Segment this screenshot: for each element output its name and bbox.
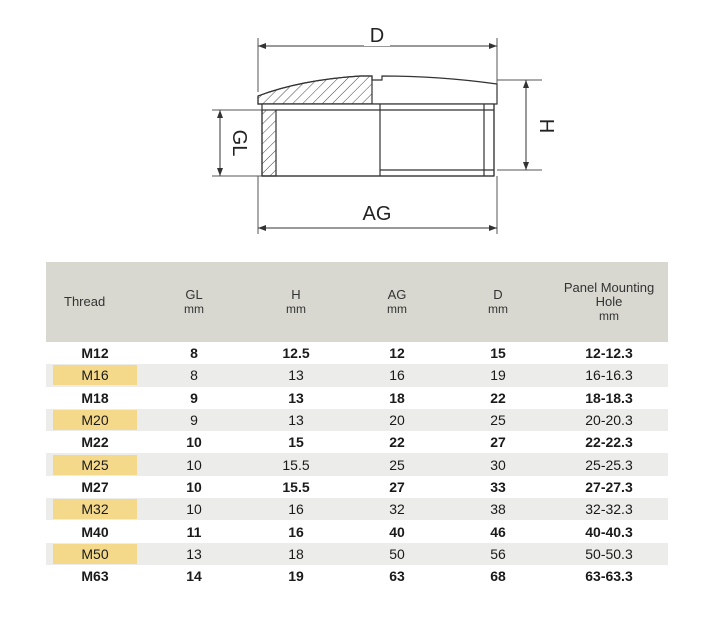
value-cell: 27 — [348, 476, 446, 498]
header-h — [244, 262, 348, 342]
header-unit: mm — [184, 302, 204, 316]
value-cell: 16 — [348, 364, 446, 386]
thread-cell — [46, 565, 144, 587]
value-cell: 30 — [446, 453, 550, 475]
value-cell: 22-22.3 — [550, 431, 668, 453]
thread-value: M25 — [53, 455, 137, 475]
thread-value: M50 — [53, 544, 137, 564]
thread-cell — [46, 387, 144, 409]
header-label: Thread — [64, 294, 106, 309]
value-cell: 16-16.3 — [550, 364, 668, 386]
thread-cell — [46, 431, 144, 453]
table-row — [46, 565, 668, 587]
thread-cell — [46, 543, 144, 565]
thread-value: M12 — [81, 345, 109, 362]
value-cell: 27 — [446, 431, 550, 453]
header-label: AG — [387, 287, 407, 302]
table-row — [46, 387, 668, 409]
value-cell: 12-12.3 — [550, 342, 668, 364]
value-cell: 8 — [144, 342, 244, 364]
dimension-h-label: H — [535, 118, 557, 134]
thread-value: M22 — [81, 434, 109, 451]
value-cell: 50-50.3 — [550, 543, 668, 565]
thread-cell — [46, 498, 144, 520]
header-unit: mm — [488, 302, 508, 316]
value-cell: 10 — [144, 453, 244, 475]
value-cell: 68 — [446, 565, 550, 587]
header-d — [446, 262, 550, 342]
dimension-gl-label: GL — [228, 129, 250, 157]
technical-drawing — [0, 0, 716, 250]
thread-value: M32 — [53, 499, 137, 519]
value-cell: 38 — [446, 498, 550, 520]
value-cell: 40-40.3 — [550, 520, 668, 542]
dimension-gl — [212, 110, 262, 176]
value-cell: 10 — [144, 476, 244, 498]
header-label: GL — [185, 287, 203, 302]
value-cell: 27-27.3 — [550, 476, 668, 498]
value-cell: 32 — [348, 498, 446, 520]
header-label: D — [493, 287, 503, 302]
header-unit: mm — [599, 309, 619, 323]
thread-value: M20 — [53, 410, 137, 430]
table-header-row — [46, 262, 668, 342]
value-cell: 15 — [244, 431, 348, 453]
table-row — [46, 342, 668, 364]
value-cell: 16 — [244, 498, 348, 520]
table-row — [46, 498, 668, 520]
value-cell: 25 — [348, 453, 446, 475]
header-label: H — [291, 287, 301, 302]
value-cell: 20-20.3 — [550, 409, 668, 431]
table-row — [46, 364, 668, 386]
thread-value: M40 — [81, 523, 109, 540]
dimension-ag — [258, 176, 497, 234]
table-row — [46, 431, 668, 453]
value-cell: 16 — [244, 520, 348, 542]
table-row — [46, 409, 668, 431]
value-cell: 10 — [144, 431, 244, 453]
value-cell: 22 — [348, 431, 446, 453]
value-cell: 13 — [144, 543, 244, 565]
value-cell: 11 — [144, 520, 244, 542]
value-cell: 33 — [446, 476, 550, 498]
value-cell: 15.5 — [244, 453, 348, 475]
value-cell: 25-25.3 — [550, 453, 668, 475]
value-cell: 13 — [244, 409, 348, 431]
dimension-d-label: D — [369, 25, 385, 47]
thread-cell — [46, 520, 144, 542]
value-cell: 15 — [446, 342, 550, 364]
dimension-ag-label: AG — [362, 203, 392, 225]
value-cell: 18-18.3 — [550, 387, 668, 409]
value-cell: 15.5 — [244, 476, 348, 498]
thread-cell — [46, 342, 144, 364]
value-cell: 18 — [244, 543, 348, 565]
thread-cell — [46, 476, 144, 498]
thread-cell — [46, 364, 144, 386]
value-cell: 13 — [244, 364, 348, 386]
header-ag — [348, 262, 446, 342]
table-row — [46, 543, 668, 565]
value-cell: 22 — [446, 387, 550, 409]
thread-value: M16 — [53, 365, 137, 385]
table-row — [46, 476, 668, 498]
header-thread — [46, 262, 144, 342]
value-cell: 25 — [446, 409, 550, 431]
value-cell: 9 — [144, 409, 244, 431]
thread-value: M27 — [81, 478, 109, 495]
plug-cross-section — [258, 76, 497, 176]
value-cell: 19 — [244, 565, 348, 587]
dimension-h — [497, 80, 557, 170]
value-cell: 19 — [446, 364, 550, 386]
value-cell: 32-32.3 — [550, 498, 668, 520]
value-cell: 8 — [144, 364, 244, 386]
header-label: Panel Mounting Hole — [563, 280, 655, 309]
table-row — [46, 520, 668, 542]
value-cell: 13 — [244, 387, 348, 409]
header-panel-hole — [550, 262, 668, 342]
value-cell: 10 — [144, 498, 244, 520]
value-cell: 14 — [144, 565, 244, 587]
value-cell: 20 — [348, 409, 446, 431]
header-gl — [144, 262, 244, 342]
value-cell: 50 — [348, 543, 446, 565]
value-cell: 40 — [348, 520, 446, 542]
value-cell: 12 — [348, 342, 446, 364]
table-row — [46, 453, 668, 475]
spec-table — [46, 262, 668, 587]
thread-cell — [46, 409, 144, 431]
value-cell: 12.5 — [244, 342, 348, 364]
thread-value: M63 — [81, 568, 109, 585]
header-unit: mm — [286, 302, 306, 316]
value-cell: 46 — [446, 520, 550, 542]
value-cell: 63-63.3 — [550, 565, 668, 587]
value-cell: 63 — [348, 565, 446, 587]
thread-value: M18 — [81, 389, 109, 406]
value-cell: 18 — [348, 387, 446, 409]
value-cell: 9 — [144, 387, 244, 409]
value-cell: 56 — [446, 543, 550, 565]
header-unit: mm — [387, 302, 407, 316]
thread-cell — [46, 453, 144, 475]
